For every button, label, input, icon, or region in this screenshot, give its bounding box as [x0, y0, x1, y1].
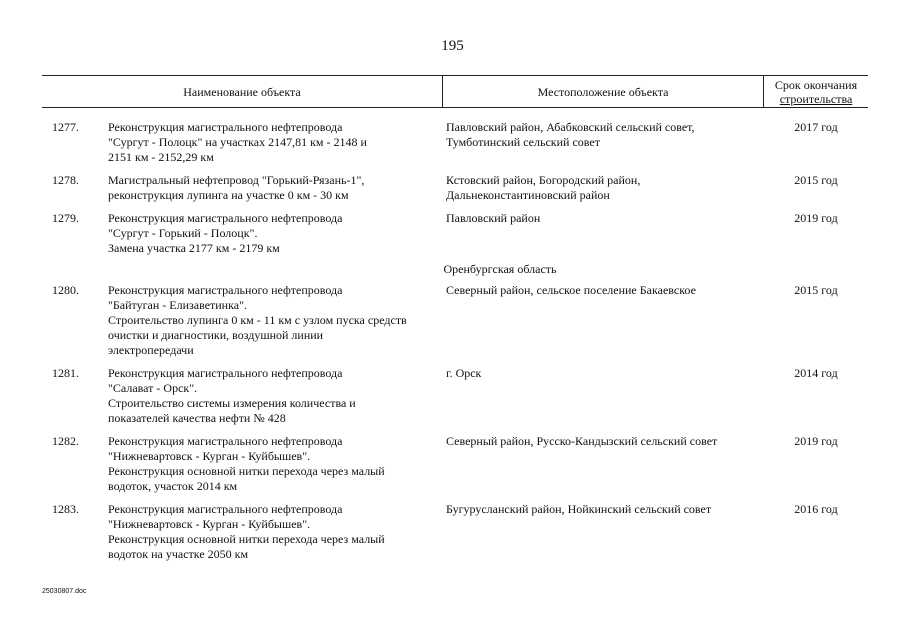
row-name: Реконструкция магистрального нефтепровода "Байтуган - Елизаветинка". Строительство лупинга 0 км - 11 км с узлом пуска средств очистки и диагностики, воздушной линии электропередачи [108, 283, 407, 357]
table-row [42, 366, 868, 426]
row-number: 1279. [52, 211, 79, 225]
row-term: 2019 год [794, 211, 838, 225]
row-number: 1277. [52, 120, 79, 134]
table-row [42, 283, 868, 358]
header-name: Наименование объекта [42, 76, 443, 107]
header-term-line1: Срок окончания [774, 77, 858, 92]
row-location: Павловский район [446, 211, 541, 225]
page-number: 195 [441, 38, 464, 54]
row-location: Северный район, Русско-Кандызский сельский совет [446, 434, 718, 448]
row-name: Реконструкция магистрального нефтепровода "Салават - Орск". Строительство системы измерения количества и показателей качества нефти № 428 [108, 366, 356, 425]
row-number: 1283. [52, 502, 79, 516]
row-term: 2019 год [794, 434, 838, 448]
table-row [42, 120, 868, 165]
row-location: Северный район, сельское поселение Бакаевское [446, 283, 696, 297]
row-location: Павловский район, Абабковский сельский совет, Тумботинский сельский совет [446, 120, 695, 149]
table-row [42, 502, 868, 562]
table-row [42, 211, 868, 256]
table-header [42, 75, 868, 108]
row-term: 2016 год [794, 502, 838, 516]
row-name: Реконструкция магистрального нефтепровода "Сургут - Полоцк" на участках 2147,81 км - 2148 и 2151 км - 2152,29 км [108, 120, 367, 164]
row-name: Магистральный нефтепровод "Горький-Рязань-1", реконструкция лупинга на участке 0 км - 30 км [108, 173, 365, 202]
row-number: 1278. [52, 173, 79, 187]
row-name: Реконструкция магистрального нефтепровода "Сургут - Горький - Полоцк". Замена участка 2177 км - 2179 км [108, 211, 343, 255]
row-location: Бугурусланский район, Нойкинский сельский совет [446, 502, 712, 516]
row-term: 2014 год [794, 366, 838, 380]
region-heading: Оренбургская область [443, 262, 557, 276]
row-number: 1281. [52, 366, 79, 380]
row-term: 2015 год [794, 283, 838, 297]
header-location: Местоположение объекта [443, 76, 764, 107]
row-number: 1280. [52, 283, 79, 297]
header-term [764, 76, 868, 107]
row-name: Реконструкция магистрального нефтепровода "Нижневартовск - Курган - Куйбышев". Реконструкция основной нитки перехода через малый водоток, участок 2014 км [108, 434, 385, 493]
row-location: Кстовский район, Богородский район, Дальнеконстантиновский район [446, 173, 641, 202]
row-term: 2017 год [794, 120, 838, 134]
header-term-line2: строительства [779, 91, 853, 106]
table-row [42, 173, 868, 203]
row-location: г. Орск [446, 366, 482, 380]
table-row [42, 434, 868, 494]
row-number: 1282. [52, 434, 79, 448]
row-name: Реконструкция магистрального нефтепровода "Нижневартовск - Курган - Куйбышев". Реконструкция основной нитки перехода через малый водоток на участке 2050 км [108, 502, 385, 561]
row-term: 2015 год [794, 173, 838, 187]
table-body [42, 120, 868, 570]
document-filename: 25030807.doc [42, 588, 87, 595]
